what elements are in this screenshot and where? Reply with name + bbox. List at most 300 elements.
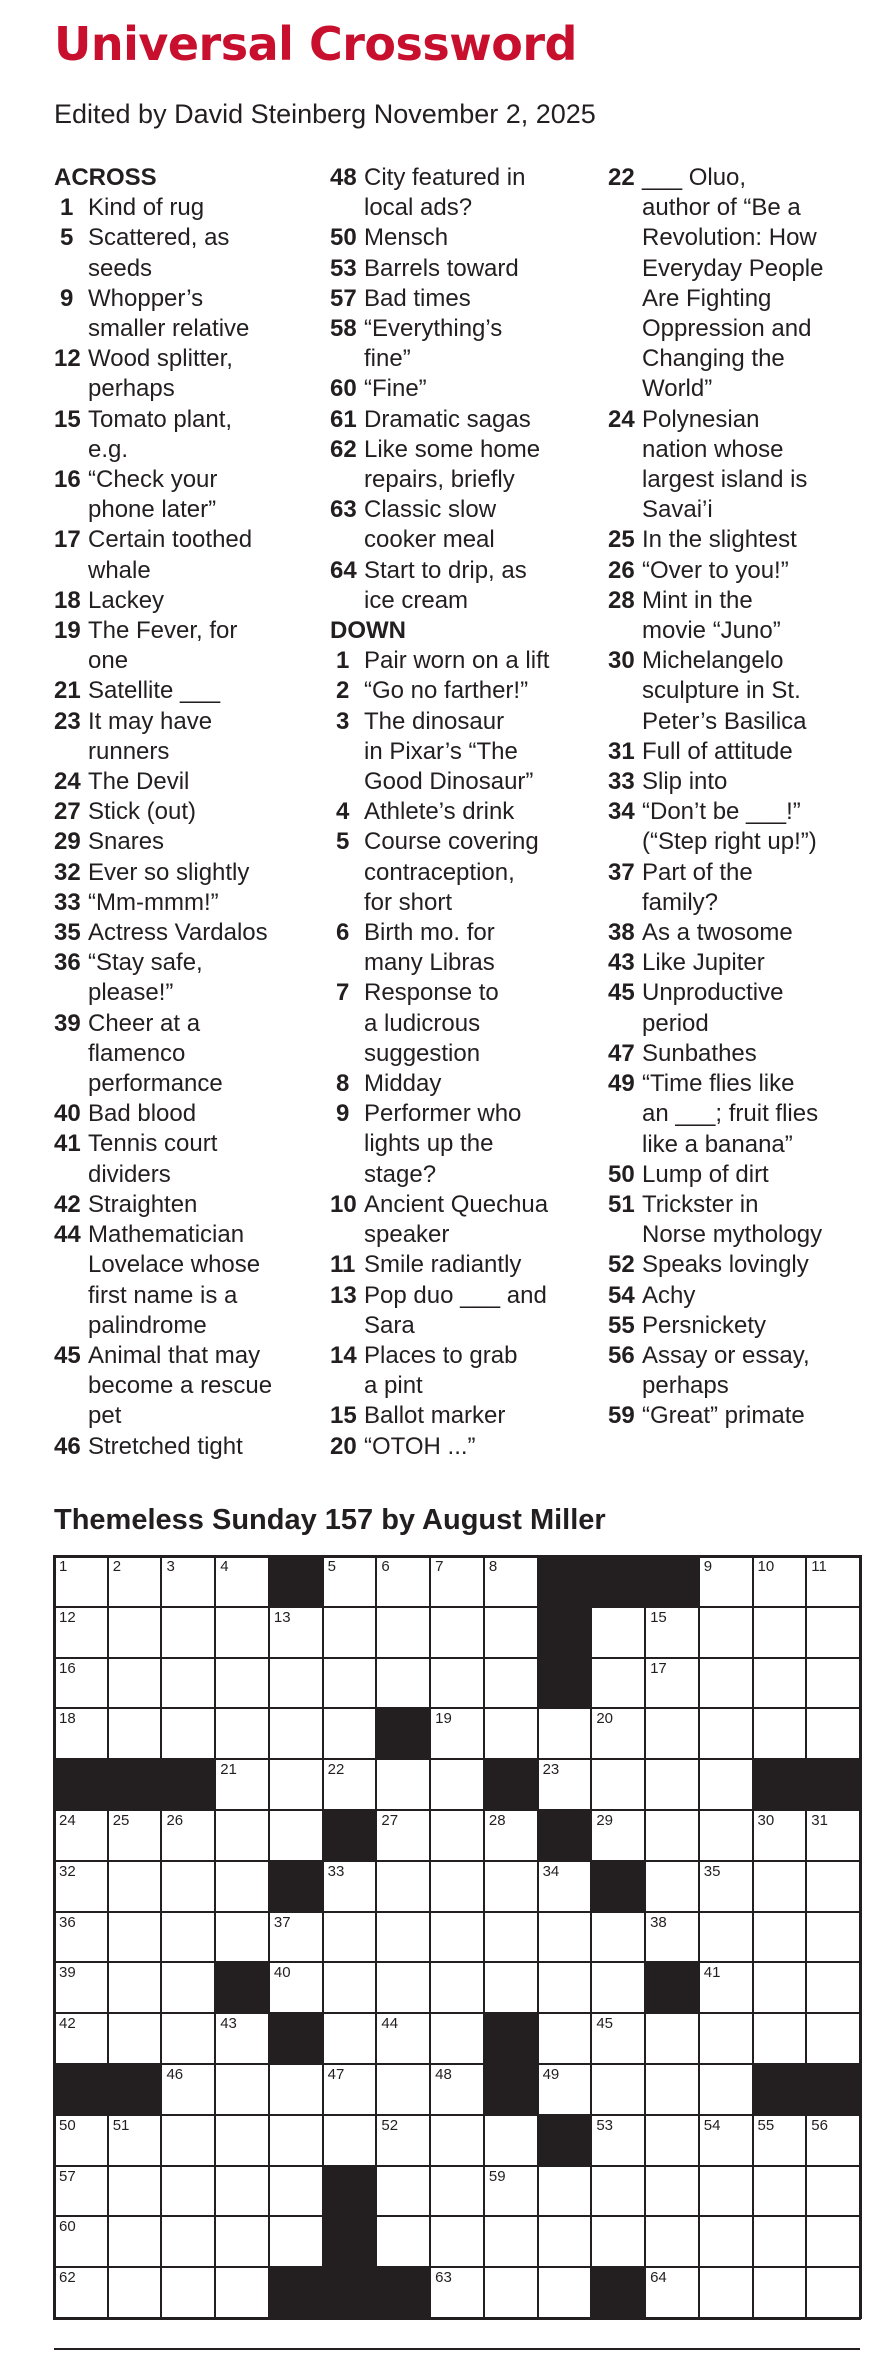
clue-item bbox=[608, 1250, 871, 1280]
grid-cell[interactable] bbox=[54, 1658, 108, 1709]
clue-number: 16 bbox=[54, 466, 81, 494]
grid-cell[interactable] bbox=[376, 1810, 430, 1861]
grid-cell[interactable] bbox=[323, 1759, 377, 1810]
clue-number: 1 bbox=[60, 194, 74, 222]
grid-cell[interactable] bbox=[108, 1556, 162, 1607]
grid-cell[interactable] bbox=[108, 2115, 162, 2166]
clue-line: “Go no farther!” bbox=[364, 677, 529, 705]
clue-line: ___ Oluo, bbox=[642, 164, 747, 191]
grid-cell[interactable] bbox=[591, 1658, 645, 1709]
grid-cell[interactable] bbox=[376, 2064, 430, 2115]
grid-cell[interactable] bbox=[753, 2013, 807, 2064]
grid-cell[interactable] bbox=[753, 1962, 807, 2013]
grid-cell[interactable] bbox=[54, 1556, 108, 1607]
grid-cell[interactable] bbox=[108, 1658, 162, 1709]
grid-cell[interactable] bbox=[215, 2267, 269, 2318]
grid-cell[interactable] bbox=[430, 1556, 484, 1607]
clue-item bbox=[608, 556, 871, 586]
grid-cell[interactable] bbox=[806, 1962, 860, 2013]
clue-item bbox=[330, 284, 600, 314]
cell-number: 1 bbox=[59, 1558, 68, 1575]
clue-line: Whopper’s bbox=[88, 284, 204, 312]
grid-cell[interactable] bbox=[430, 2064, 484, 2115]
grid-cell[interactable] bbox=[323, 1658, 377, 1709]
grid-cell[interactable] bbox=[430, 1759, 484, 1810]
grid-cell[interactable] bbox=[484, 1708, 538, 1759]
clue-number: 34 bbox=[608, 798, 635, 826]
grid-cell[interactable] bbox=[591, 1759, 645, 1810]
grid-cell[interactable] bbox=[538, 2216, 592, 2267]
cell-number: 38 bbox=[650, 1913, 667, 1931]
grid-line-vertical bbox=[214, 1555, 216, 2319]
grid-cell[interactable] bbox=[591, 1708, 645, 1759]
grid-cell[interactable] bbox=[161, 1810, 215, 1861]
clue-item bbox=[54, 465, 320, 525]
clue-number: 35 bbox=[54, 919, 81, 947]
cell-number: 56 bbox=[811, 2116, 828, 2134]
grid-cell[interactable] bbox=[54, 2115, 108, 2166]
grid-cell[interactable] bbox=[645, 1810, 699, 1861]
grid-cell[interactable] bbox=[538, 2064, 592, 2115]
grid-block bbox=[591, 1861, 645, 1912]
clue-number: 46 bbox=[54, 1432, 81, 1460]
cell-number: 23 bbox=[542, 1761, 560, 1779]
clue-text bbox=[364, 405, 600, 435]
grid-cell[interactable] bbox=[430, 1658, 484, 1709]
grid-cell[interactable] bbox=[376, 2115, 430, 2166]
grid-cell[interactable] bbox=[806, 1658, 860, 1709]
clue-text bbox=[642, 1039, 871, 1069]
clue-item bbox=[330, 405, 600, 435]
grid-line-vertical bbox=[752, 1555, 754, 2319]
grid-cell[interactable] bbox=[161, 1658, 215, 1709]
grid-cell[interactable] bbox=[699, 1658, 753, 1709]
grid-cell[interactable] bbox=[484, 2216, 538, 2267]
grid-cell[interactable] bbox=[645, 2166, 699, 2217]
grid-cell[interactable] bbox=[699, 2166, 753, 2217]
clue-number: 2 bbox=[336, 677, 350, 705]
clue-number: 32 bbox=[54, 858, 81, 886]
grid-line-horizontal bbox=[53, 1758, 861, 1760]
grid-cell[interactable] bbox=[161, 1861, 215, 1912]
grid-cell[interactable] bbox=[591, 1810, 645, 1861]
clue-line: Ancient Quechua bbox=[364, 1190, 549, 1218]
grid-cell[interactable] bbox=[806, 1912, 860, 1963]
clue-column-2 bbox=[330, 163, 600, 1462]
clue-text bbox=[88, 1129, 320, 1189]
grid-cell[interactable] bbox=[376, 2166, 430, 2217]
cell-number: 55 bbox=[757, 2116, 775, 2134]
grid-cell[interactable] bbox=[215, 1810, 269, 1861]
grid-cell[interactable] bbox=[108, 2267, 162, 2318]
grid-cell[interactable] bbox=[699, 1912, 753, 1963]
grid-cell[interactable] bbox=[645, 1861, 699, 1912]
clue-line: Start to drip, as bbox=[364, 556, 527, 584]
grid-cell[interactable] bbox=[215, 2013, 269, 2064]
clue-line: Mint in the bbox=[642, 586, 753, 614]
clue-item bbox=[608, 586, 871, 646]
clue-text bbox=[364, 163, 600, 223]
clue-line: Norse mythology bbox=[642, 1221, 823, 1249]
grid-cell[interactable] bbox=[54, 1912, 108, 1963]
grid-cell[interactable] bbox=[161, 2115, 215, 2166]
cell-number: 43 bbox=[220, 2015, 237, 2033]
grid-cell[interactable] bbox=[484, 2166, 538, 2217]
grid-cell[interactable] bbox=[753, 1861, 807, 1912]
cell-number: 13 bbox=[273, 1608, 291, 1626]
clue-number: 12 bbox=[54, 345, 81, 373]
clue-text bbox=[364, 1281, 600, 1341]
grid-line-vertical bbox=[590, 1555, 592, 2319]
grid-cell[interactable] bbox=[538, 1962, 592, 2013]
grid-cell[interactable] bbox=[484, 1912, 538, 1963]
grid-line-vertical bbox=[537, 1555, 539, 2319]
grid-cell[interactable] bbox=[54, 2013, 108, 2064]
grid-cell[interactable] bbox=[269, 1912, 323, 1963]
grid-cell[interactable] bbox=[323, 1556, 377, 1607]
grid-cell[interactable] bbox=[108, 2166, 162, 2217]
grid-cell[interactable] bbox=[699, 1607, 753, 1658]
grid-cell[interactable] bbox=[215, 1658, 269, 1709]
grid-cell[interactable] bbox=[591, 1962, 645, 2013]
grid-cell[interactable] bbox=[108, 1708, 162, 1759]
grid-cell[interactable] bbox=[806, 1607, 860, 1658]
clue-line: Birth mo. for bbox=[364, 919, 495, 947]
grid-cell[interactable] bbox=[215, 2064, 269, 2115]
grid-cell[interactable] bbox=[753, 2166, 807, 2217]
grid-cell[interactable] bbox=[269, 1658, 323, 1709]
grid-cell[interactable] bbox=[538, 1912, 592, 1963]
clue-line: stage? bbox=[364, 1160, 437, 1188]
grid-cell[interactable] bbox=[699, 1861, 753, 1912]
grid-cell[interactable] bbox=[215, 1861, 269, 1912]
grid-cell[interactable] bbox=[269, 2166, 323, 2217]
grid-cell[interactable] bbox=[806, 2115, 860, 2166]
grid-cell[interactable] bbox=[753, 1658, 807, 1709]
grid-cell[interactable] bbox=[323, 1861, 377, 1912]
grid-cell[interactable] bbox=[376, 1861, 430, 1912]
grid-cell[interactable] bbox=[484, 2115, 538, 2166]
grid-cell[interactable] bbox=[753, 1912, 807, 1963]
grid-cell[interactable] bbox=[161, 1556, 215, 1607]
grid-cell[interactable] bbox=[108, 1962, 162, 2013]
grid-cell[interactable] bbox=[806, 1708, 860, 1759]
clue-number: 15 bbox=[330, 1402, 357, 1430]
grid-cell[interactable] bbox=[806, 2216, 860, 2267]
clue-item bbox=[54, 1129, 320, 1189]
cell-number: 45 bbox=[596, 2015, 614, 2033]
grid-cell[interactable] bbox=[806, 1810, 860, 1861]
clue-item bbox=[330, 1401, 600, 1431]
clue-number: 24 bbox=[608, 405, 635, 433]
grid-cell[interactable] bbox=[161, 2166, 215, 2217]
clue-line: Good Dinosaur” bbox=[364, 768, 534, 796]
clue-text bbox=[642, 948, 871, 978]
clue-text bbox=[88, 223, 320, 283]
clue-column-1 bbox=[54, 163, 320, 1462]
grid-cell[interactable] bbox=[699, 2216, 753, 2267]
grid-cell[interactable] bbox=[753, 2216, 807, 2267]
grid-cell[interactable] bbox=[591, 2064, 645, 2115]
grid-cell[interactable] bbox=[699, 2267, 753, 2318]
grid-cell[interactable] bbox=[215, 1759, 269, 1810]
clue-item bbox=[608, 1281, 871, 1311]
grid-cell[interactable] bbox=[108, 1912, 162, 1963]
grid-cell[interactable] bbox=[215, 2115, 269, 2166]
grid-cell[interactable] bbox=[430, 1861, 484, 1912]
grid-cell[interactable] bbox=[430, 2216, 484, 2267]
grid-cell[interactable] bbox=[645, 2216, 699, 2267]
grid-cell[interactable] bbox=[161, 1708, 215, 1759]
grid-cell[interactable] bbox=[484, 2267, 538, 2318]
grid-block bbox=[538, 1658, 592, 1709]
grid-cell[interactable] bbox=[54, 2267, 108, 2318]
grid-cell[interactable] bbox=[753, 1556, 807, 1607]
grid-cell[interactable] bbox=[484, 1810, 538, 1861]
grid-cell[interactable] bbox=[269, 2064, 323, 2115]
clue-item bbox=[608, 1039, 871, 1069]
grid-cell[interactable] bbox=[269, 1962, 323, 2013]
clue-line: Tomato plant, bbox=[88, 405, 233, 433]
clue-text bbox=[642, 737, 871, 767]
clue-item bbox=[54, 405, 320, 465]
cell-number: 10 bbox=[757, 1558, 775, 1575]
grid-cell[interactable] bbox=[269, 1759, 323, 1810]
grid-cell[interactable] bbox=[645, 2267, 699, 2318]
clue-number: 8 bbox=[336, 1070, 350, 1098]
grid-cell[interactable] bbox=[108, 2216, 162, 2267]
grid-cell[interactable] bbox=[376, 1962, 430, 2013]
grid-line-vertical bbox=[429, 1555, 431, 2319]
grid-cell[interactable] bbox=[753, 1810, 807, 1861]
grid-cell[interactable] bbox=[161, 2267, 215, 2318]
clue-number: 33 bbox=[54, 888, 81, 916]
grid-cell[interactable] bbox=[645, 1607, 699, 1658]
grid-cell[interactable] bbox=[215, 1708, 269, 1759]
grid-cell[interactable] bbox=[430, 2115, 484, 2166]
clue-number: 57 bbox=[330, 284, 357, 312]
grid-block bbox=[806, 1759, 860, 1810]
grid-cell[interactable] bbox=[323, 1607, 377, 1658]
clue-text bbox=[364, 1250, 600, 1280]
clue-item bbox=[608, 978, 871, 1038]
cell-number: 11 bbox=[811, 1558, 827, 1575]
cell-number: 3 bbox=[166, 1558, 175, 1575]
clue-line: Actress Vardalos bbox=[88, 919, 268, 947]
grid-cell[interactable] bbox=[108, 1810, 162, 1861]
grid-cell[interactable] bbox=[538, 2166, 592, 2217]
grid-block bbox=[269, 1556, 323, 1607]
grid-cell[interactable] bbox=[430, 2267, 484, 2318]
grid-cell[interactable] bbox=[430, 2166, 484, 2217]
grid-cell[interactable] bbox=[215, 1607, 269, 1658]
clue-number: 59 bbox=[608, 1402, 635, 1430]
cell-number: 54 bbox=[703, 2116, 721, 2134]
grid-cell[interactable] bbox=[538, 2013, 592, 2064]
clue-number: 62 bbox=[330, 435, 357, 463]
grid-cell[interactable] bbox=[538, 1759, 592, 1810]
grid-cell[interactable] bbox=[376, 1556, 430, 1607]
grid-cell[interactable] bbox=[215, 1556, 269, 1607]
clue-line: Classic slow bbox=[364, 496, 497, 524]
clue-item bbox=[54, 918, 320, 948]
clue-line: runners bbox=[88, 737, 170, 765]
clue-line: a ludicrous bbox=[364, 1009, 481, 1037]
clue-number: 38 bbox=[608, 919, 635, 947]
clue-line: first name is a bbox=[88, 1281, 238, 1309]
grid-cell[interactable] bbox=[108, 1861, 162, 1912]
grid-cell[interactable] bbox=[323, 1912, 377, 1963]
grid-cell[interactable] bbox=[538, 1861, 592, 1912]
grid-cell[interactable] bbox=[430, 1810, 484, 1861]
grid-cell[interactable] bbox=[430, 1962, 484, 2013]
clue-line: Pair worn on a lift bbox=[364, 647, 550, 675]
grid-cell[interactable] bbox=[806, 2267, 860, 2318]
clue-item bbox=[330, 163, 600, 223]
clue-number: 5 bbox=[336, 828, 350, 856]
grid-cell[interactable] bbox=[699, 1810, 753, 1861]
grid-cell[interactable] bbox=[806, 2166, 860, 2217]
grid-cell[interactable] bbox=[753, 2267, 807, 2318]
grid-line-horizontal bbox=[53, 1809, 861, 1811]
grid-cell[interactable] bbox=[54, 1607, 108, 1658]
grid-line-horizontal bbox=[53, 1911, 861, 1913]
grid-cell[interactable] bbox=[591, 1607, 645, 1658]
grid-cell[interactable] bbox=[645, 1759, 699, 1810]
grid-cell[interactable] bbox=[108, 1607, 162, 1658]
grid-cell[interactable] bbox=[484, 1556, 538, 1607]
grid-cell[interactable] bbox=[323, 2064, 377, 2115]
clue-number: 11 bbox=[330, 1251, 356, 1279]
grid-cell[interactable] bbox=[645, 2115, 699, 2166]
grid-cell[interactable] bbox=[54, 2166, 108, 2217]
grid-cell[interactable] bbox=[806, 1861, 860, 1912]
grid-cell[interactable] bbox=[753, 1708, 807, 1759]
clue-item bbox=[330, 254, 600, 284]
clue-line: Cheer at a bbox=[88, 1009, 201, 1037]
grid-cell[interactable] bbox=[645, 2064, 699, 2115]
grid-cell[interactable] bbox=[699, 2013, 753, 2064]
grid-cell[interactable] bbox=[430, 1708, 484, 1759]
grid-cell[interactable] bbox=[323, 2115, 377, 2166]
grid-cell[interactable] bbox=[215, 2166, 269, 2217]
grid-cell[interactable] bbox=[699, 1962, 753, 2013]
grid-cell[interactable] bbox=[645, 1658, 699, 1709]
grid-cell[interactable] bbox=[323, 2013, 377, 2064]
clue-item bbox=[54, 827, 320, 857]
clue-line: Smile radiantly bbox=[364, 1251, 522, 1279]
grid-cell[interactable] bbox=[161, 2064, 215, 2115]
grid-cell[interactable] bbox=[161, 2216, 215, 2267]
clue-text bbox=[88, 888, 320, 918]
grid-cell[interactable] bbox=[806, 1556, 860, 1607]
grid-cell[interactable] bbox=[699, 1759, 753, 1810]
grid-cell[interactable] bbox=[376, 1759, 430, 1810]
grid-cell[interactable] bbox=[269, 2216, 323, 2267]
grid-cell[interactable] bbox=[591, 2013, 645, 2064]
grid-cell[interactable] bbox=[108, 2013, 162, 2064]
grid-cell[interactable] bbox=[753, 1607, 807, 1658]
grid-cell[interactable] bbox=[484, 1861, 538, 1912]
grid-cell[interactable] bbox=[645, 2013, 699, 2064]
grid-cell[interactable] bbox=[430, 1912, 484, 1963]
across-heading: ACROSS bbox=[54, 164, 157, 191]
grid-cell[interactable] bbox=[376, 2013, 430, 2064]
clue-number: 14 bbox=[330, 1341, 357, 1369]
grid-cell[interactable] bbox=[376, 2216, 430, 2267]
cell-number: 5 bbox=[327, 1558, 336, 1575]
grid-cell[interactable] bbox=[269, 1708, 323, 1759]
grid-cell[interactable] bbox=[269, 1810, 323, 1861]
grid-cell[interactable] bbox=[591, 2166, 645, 2217]
grid-cell[interactable] bbox=[591, 1912, 645, 1963]
clue-line: Lackey bbox=[88, 586, 165, 614]
grid-cell[interactable] bbox=[54, 1962, 108, 2013]
grid-cell[interactable] bbox=[161, 1962, 215, 2013]
grid-cell[interactable] bbox=[806, 2013, 860, 2064]
clue-line: Satellite ___ bbox=[88, 677, 221, 705]
grid-cell[interactable] bbox=[323, 1962, 377, 2013]
grid-cell[interactable] bbox=[591, 2216, 645, 2267]
grid-cell[interactable] bbox=[699, 2115, 753, 2166]
clue-line: Response to bbox=[364, 979, 499, 1007]
grid-cell[interactable] bbox=[54, 2216, 108, 2267]
grid-cell[interactable] bbox=[699, 1708, 753, 1759]
grid-cell[interactable] bbox=[538, 2267, 592, 2318]
clue-number: 29 bbox=[54, 828, 81, 856]
grid-block bbox=[591, 2267, 645, 2318]
grid-cell[interactable] bbox=[699, 2064, 753, 2115]
grid-cell[interactable] bbox=[699, 1556, 753, 1607]
grid-cell[interactable] bbox=[54, 1861, 108, 1912]
grid-cell[interactable] bbox=[215, 2216, 269, 2267]
clue-item bbox=[54, 888, 320, 918]
grid-cell[interactable] bbox=[591, 2115, 645, 2166]
clue-item bbox=[608, 525, 871, 555]
grid-cell[interactable] bbox=[430, 1607, 484, 1658]
grid-cell[interactable] bbox=[430, 2013, 484, 2064]
clue-line: become a rescue bbox=[88, 1372, 273, 1400]
grid-cell[interactable] bbox=[645, 1912, 699, 1963]
grid-cell[interactable] bbox=[538, 1708, 592, 1759]
grid-cell[interactable] bbox=[269, 2115, 323, 2166]
grid-cell[interactable] bbox=[376, 1607, 430, 1658]
clue-line: Ever so slightly bbox=[88, 858, 250, 886]
grid-cell[interactable] bbox=[376, 1658, 430, 1709]
clue-line: “Mm-mmm!” bbox=[88, 888, 219, 916]
cell-number: 48 bbox=[435, 2066, 452, 2083]
grid-cell[interactable] bbox=[645, 1708, 699, 1759]
grid-cell[interactable] bbox=[484, 1962, 538, 2013]
grid-cell[interactable] bbox=[161, 1912, 215, 1963]
grid-cell[interactable] bbox=[323, 1708, 377, 1759]
grid-cell[interactable] bbox=[269, 1607, 323, 1658]
grid-cell[interactable] bbox=[54, 1708, 108, 1759]
grid-cell[interactable] bbox=[484, 1658, 538, 1709]
grid-cell[interactable] bbox=[161, 1607, 215, 1658]
grid-block bbox=[269, 2267, 323, 2318]
cell-number: 19 bbox=[435, 1710, 452, 1728]
clue-number: 48 bbox=[330, 164, 357, 191]
grid-cell[interactable] bbox=[54, 1810, 108, 1861]
clue-text bbox=[364, 374, 600, 404]
grid-cell[interactable] bbox=[161, 2013, 215, 2064]
grid-cell[interactable] bbox=[215, 1912, 269, 1963]
grid-cell[interactable] bbox=[753, 2115, 807, 2166]
grid-cell[interactable] bbox=[484, 1607, 538, 1658]
clue-line: seeds bbox=[88, 254, 153, 282]
grid-cell[interactable] bbox=[376, 1912, 430, 1963]
